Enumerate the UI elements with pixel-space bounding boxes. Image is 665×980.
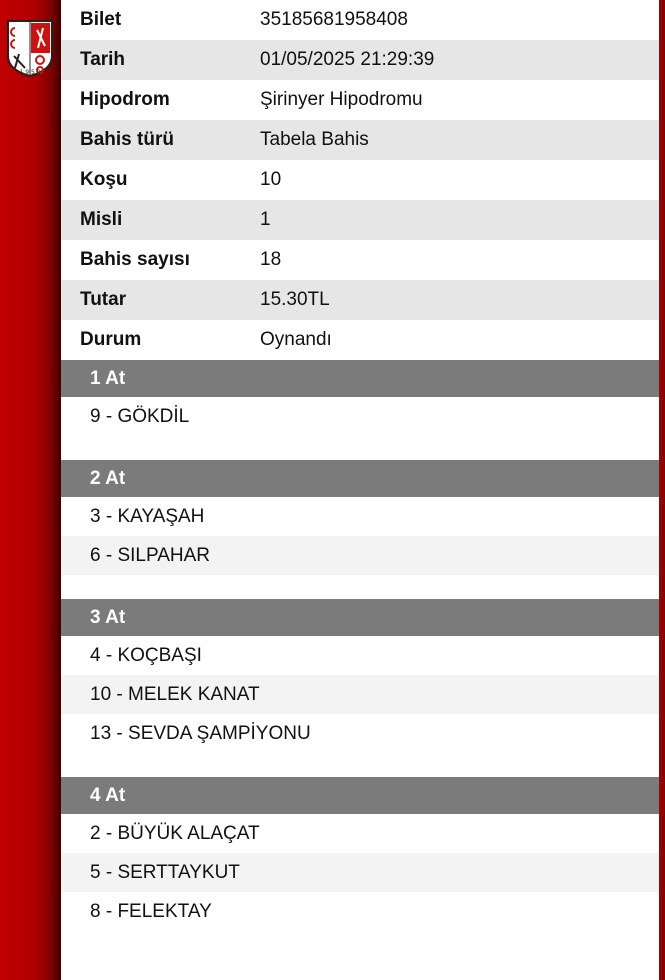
group-spacer: [61, 753, 659, 777]
ticket-row-value: 01/05/2025 21:29:39: [260, 49, 435, 70]
horse-item: 2 - BÜYÜK ALAÇAT: [90, 822, 260, 844]
horse-item: 8 - FELEKTAY: [90, 900, 212, 922]
right-edge-border: [659, 0, 665, 980]
ticket-row-value: 10: [260, 169, 282, 190]
ticket-details: [61, 0, 659, 955]
group-header: 4 At: [61, 777, 659, 814]
ticket-row: [61, 80, 659, 120]
horse-item: 4 - KOÇBAŞI: [90, 644, 202, 666]
horse-selection-groups: [61, 360, 659, 955]
ticket-row: [61, 40, 659, 80]
ticket-row-value: 18: [260, 249, 282, 270]
group-header: 1 At: [61, 360, 659, 397]
ticket-row-value: Şirinyer Hipodromu: [260, 89, 423, 110]
horse-item: 9 - GÖKDİL: [90, 405, 190, 427]
horse-item: 6 - SILPAHAR: [61, 536, 659, 575]
ticket-row-value: Oynandı: [260, 329, 332, 350]
group-spacer: [61, 931, 659, 955]
ticket-row-label: Bahis türü: [80, 129, 174, 150]
ticket-row-label: Bilet: [80, 9, 122, 30]
ticket-info-table: [61, 0, 659, 360]
ticket-row: [61, 320, 659, 360]
svg-text:1 9 5 0: 1 9 5 0: [19, 69, 41, 76]
ticket-row-label: Hipodrom: [80, 89, 170, 110]
ticket-row-label: Bahis sayısı: [80, 249, 190, 270]
horse-item: 13 - SEVDA ŞAMPİYONU: [90, 722, 311, 744]
horse-item: 10 - MELEK KANAT: [61, 675, 659, 714]
ticket-row-label: Durum: [80, 329, 142, 350]
group-header: 2 At: [61, 460, 659, 497]
ticket-row: [61, 200, 659, 240]
club-logo-icon: [5, 18, 55, 78]
ticket-row: [61, 0, 659, 40]
ticket-row: [61, 240, 659, 280]
horse-item: 5 - SERTTAYKUT: [61, 853, 659, 892]
ticket-row-label: Tarih: [80, 49, 126, 70]
ticket-row: [61, 160, 659, 200]
ticket-row-value: Tabela Bahis: [260, 129, 369, 150]
ticket-row-label: Tutar: [80, 289, 127, 310]
horse-item: 3 - KAYAŞAH: [90, 505, 205, 527]
group-header: 3 At: [61, 599, 659, 636]
group-spacer: [61, 436, 659, 460]
ticket-row-value: 1: [260, 209, 271, 230]
ticket-row-value: 15.30TL: [260, 289, 330, 310]
sidebar: [0, 0, 61, 980]
ticket-row-label: Misli: [80, 209, 123, 230]
ticket-row: [61, 280, 659, 320]
ticket-row: [61, 120, 659, 160]
ticket-row-label: Koşu: [80, 169, 128, 190]
group-spacer: [61, 575, 659, 599]
ticket-row-value: 35185681958408: [260, 9, 408, 30]
